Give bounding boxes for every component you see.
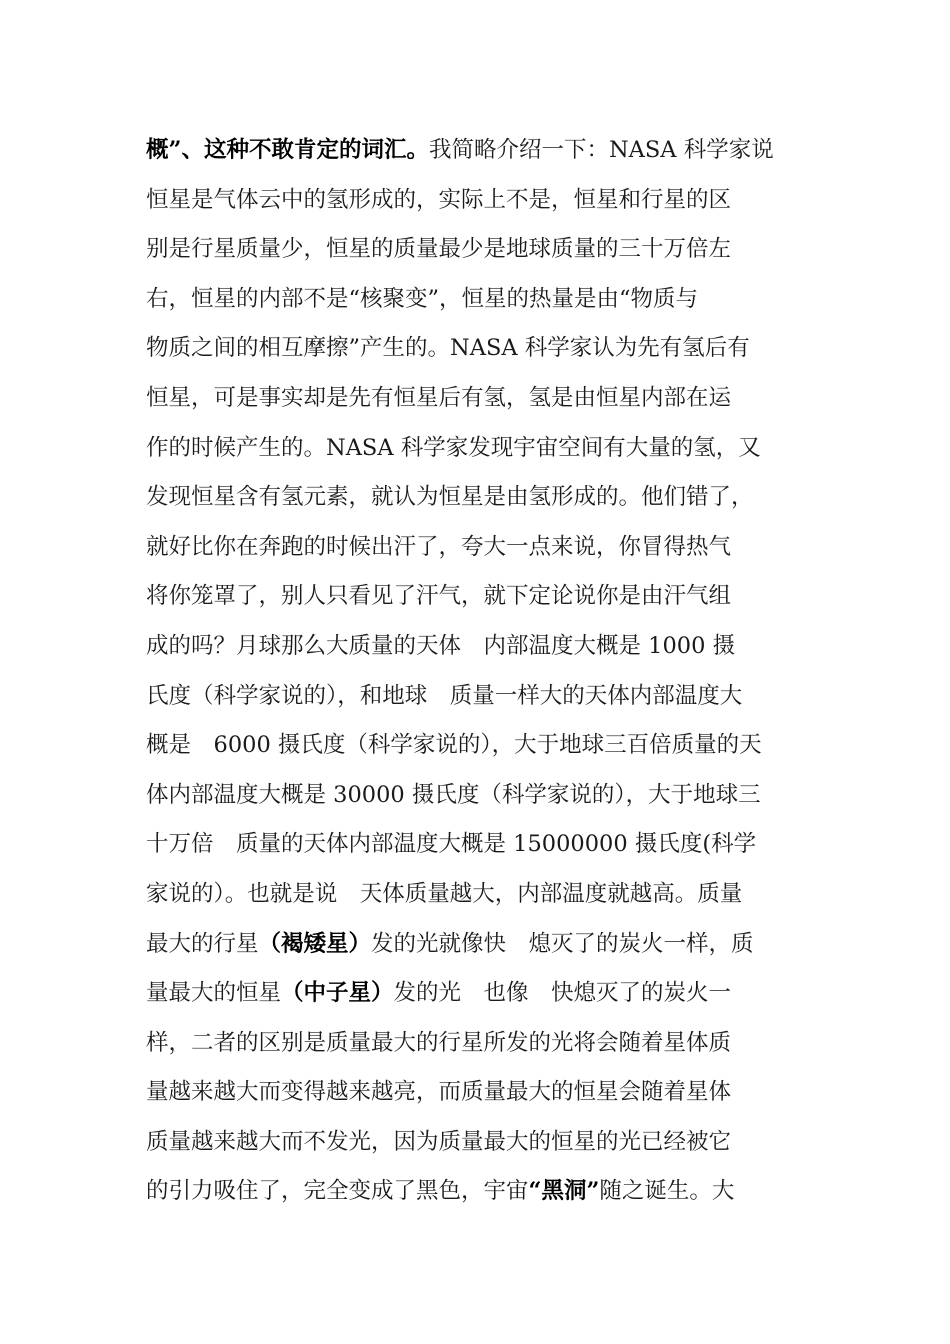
text-line	[146, 176, 808, 226]
text-segment: 发现恒星含有氢元素，就认为恒星是由氢形成的。他们错了，	[146, 484, 754, 511]
bold-text-segment: 概”、这种不敢肯定的词汇。	[146, 137, 429, 163]
text-line	[146, 969, 808, 1019]
text-line	[146, 572, 808, 622]
text-segment: 最大的行星	[146, 930, 259, 957]
text-segment: 右，恒星的内部不是“核聚变”，恒星的热量是由“物质与	[146, 285, 699, 312]
bold-text-segment: （中子星）	[281, 980, 394, 1007]
bold-text-segment: （褐矮星）	[258, 930, 372, 957]
text-line	[146, 820, 808, 870]
text-segment: 的引力吸住了，完全变成了黑色，宇宙	[146, 1178, 529, 1205]
text-segment: 我简略介绍一下：NASA 科学家说	[428, 137, 774, 163]
text-segment: 量越来越大而变得越来越亮，而质量最大的恒星会随着星体	[146, 1079, 732, 1106]
text-segment: 质量越来越大而不发光，因为质量最大的恒星的光已经被它	[146, 1128, 732, 1155]
text-segment: 发的光 也像 快熄灭了的炭火一	[393, 980, 732, 1007]
text-line	[146, 920, 808, 970]
text-line	[146, 870, 808, 920]
text-segment: 恒星是气体云中的氢形成的，实际上不是，恒星和行星的区	[146, 186, 732, 213]
text-segment: 量最大的恒星	[146, 980, 282, 1007]
text-line	[146, 374, 808, 424]
text-line	[146, 721, 808, 771]
text-segment: 氏度（科学家说的），和地球 质量一样大的天体内部温度大	[146, 682, 743, 709]
text-line	[146, 771, 808, 821]
text-segment: 发的光就像快 熄灭了的炭火一样，质	[371, 930, 754, 957]
text-segment: 别是行星质量少，恒星的质量最少是地球质量的三十万倍左	[146, 236, 732, 263]
text-line	[146, 324, 808, 374]
text-segment: 物质之间的相互摩擦”产生的。NASA 科学家认为先有氢后有	[146, 335, 750, 362]
text-segment: 体内部温度大概是 30000 摄氏度（科学家说的），大于地球三	[146, 781, 761, 808]
text-segment: 十万倍 质量的天体内部温度大概是 15000000 摄氏度(科学	[146, 831, 757, 858]
text-line	[146, 473, 808, 523]
text-line	[146, 275, 808, 325]
text-line	[146, 1167, 808, 1217]
text-segment: 概是 6000 摄氏度（科学家说的），大于地球三百倍质量的天	[146, 732, 762, 759]
text-line	[146, 1118, 808, 1168]
text-line	[146, 523, 808, 573]
text-line	[146, 126, 808, 176]
text-segment: 随之诞生。大	[599, 1178, 735, 1205]
body-paragraph	[146, 126, 808, 1217]
text-segment: 成的吗？月球那么大质量的天体 内部温度大概是 1000 摄	[146, 632, 736, 659]
text-segment: 作的时候产生的。NASA 科学家发现宇宙空间有大量的氢，又	[146, 434, 761, 461]
bold-text-segment: “黑洞”	[528, 1178, 600, 1205]
text-segment: 恒星，可是事实却是先有恒星后有氢，氢是由恒星内部在运	[146, 384, 732, 411]
text-line	[146, 672, 808, 722]
text-line	[146, 424, 808, 474]
text-segment: 就好比你在奔跑的时候出汗了，夸大一点来说，你冒得热气	[146, 533, 732, 560]
text-line	[146, 1068, 808, 1118]
text-line	[146, 1019, 808, 1069]
text-segment: 家说的）。也就是说 天体质量越大，内部温度就越高。质量	[146, 880, 743, 907]
text-line	[146, 622, 808, 672]
text-segment: 样，二者的区别是质量最大的行星所发的光将会随着星体质	[146, 1029, 732, 1056]
text-segment: 将你笼罩了，别人只看见了汗气，就下定论说你是由汗气组	[146, 583, 732, 610]
text-line	[146, 225, 808, 275]
